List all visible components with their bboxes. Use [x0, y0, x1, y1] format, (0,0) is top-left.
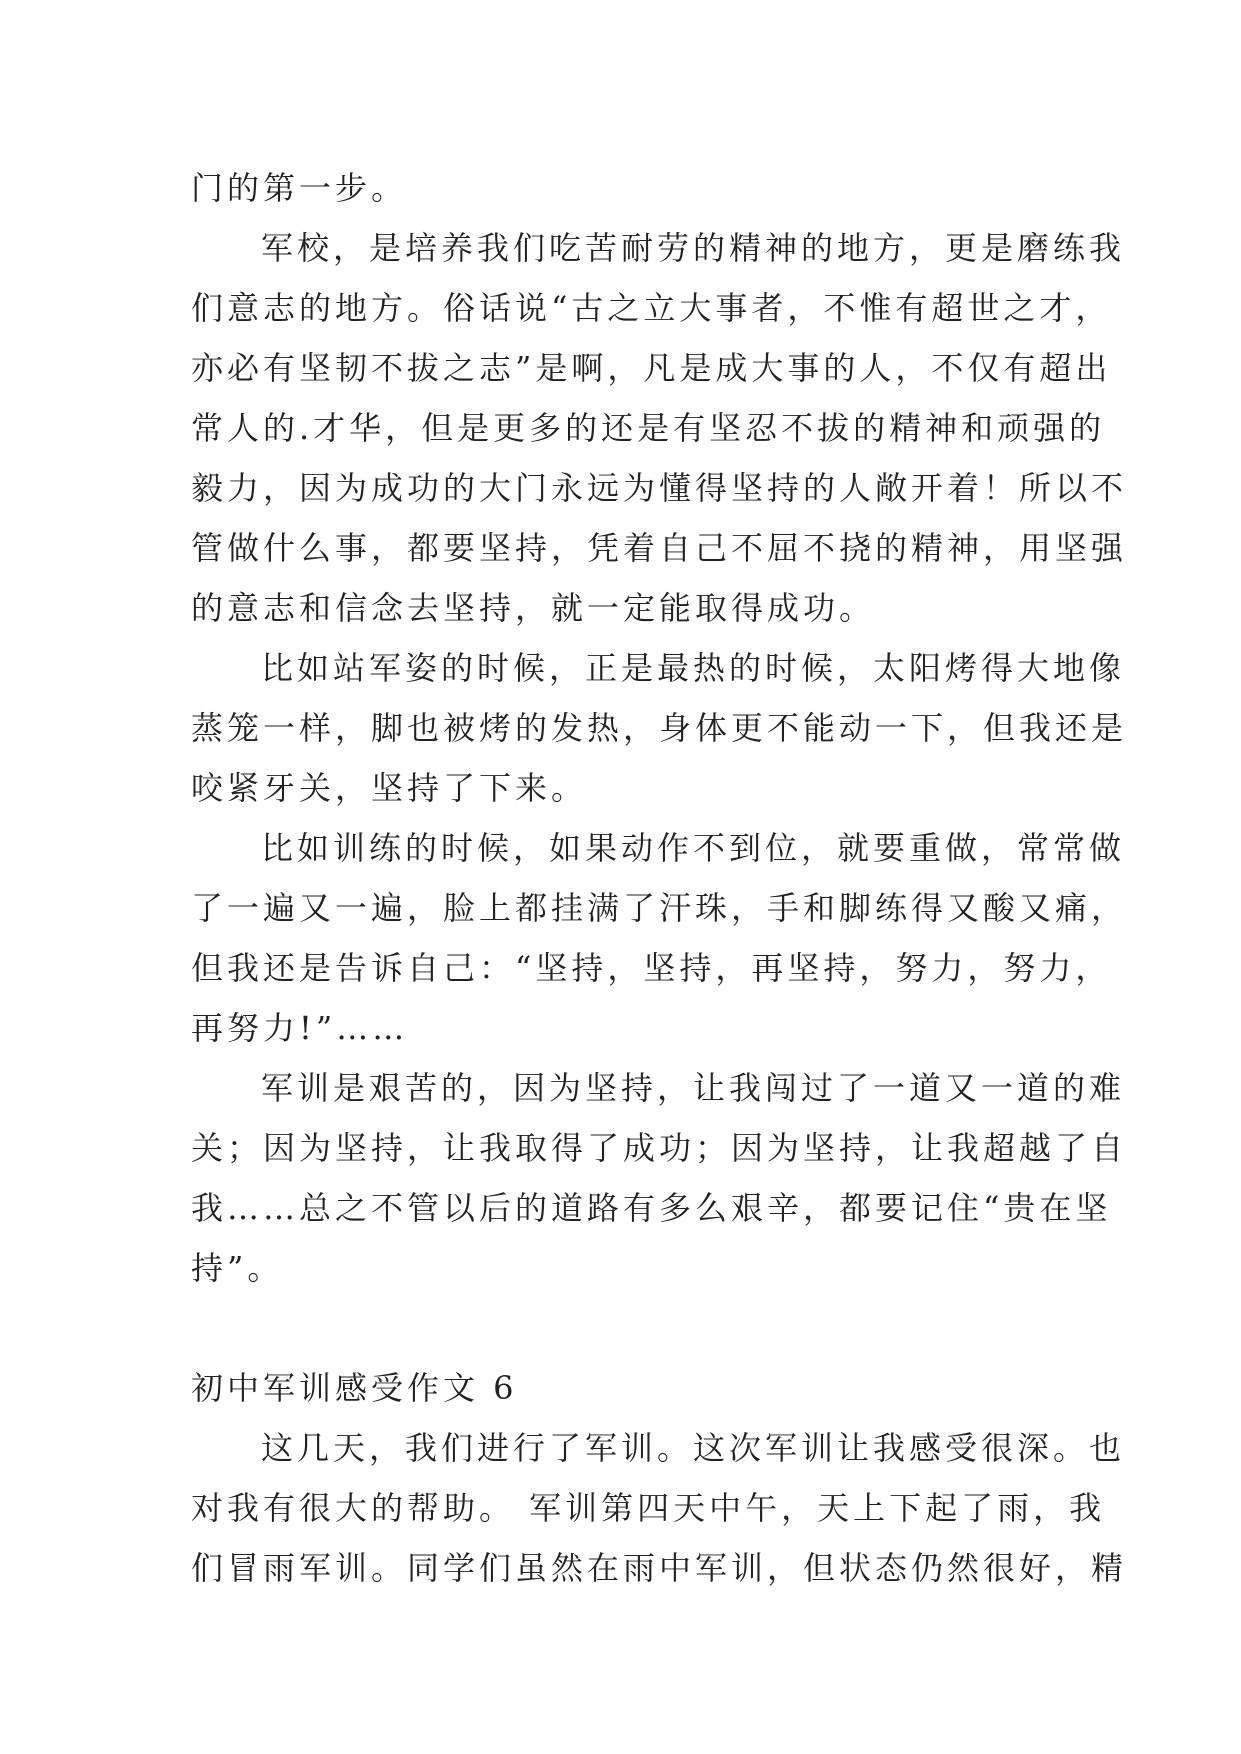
body-line: 门的第一步。 [191, 169, 408, 207]
body-line: 持”。 [191, 1249, 284, 1287]
body-line: 咬紧牙关，坚持了下来。 [191, 769, 588, 807]
paragraph-start-line: 军校，是培养我们吃苦耐劳的精神的地方，更是磨练我 [261, 229, 1126, 267]
body-line: 再努力!”…… [191, 1009, 409, 1047]
paragraph-start-line: 比如训练的时候，如果动作不到位，就要重做，常常做 [261, 829, 1126, 867]
body-line: 的意志和信念去坚持，就一定能取得成功。 [191, 589, 876, 627]
paragraph-start-line: 比如站军姿的时候，正是最热的时候，太阳烤得大地像 [261, 649, 1126, 687]
body-line: 们冒雨军训。同学们虽然在雨中军训，但状态仍然很好，精 [191, 1549, 1128, 1587]
body-line: 了一遍又一遍，脸上都挂满了汗珠，手和脚练得又酸又痛， [191, 889, 1128, 927]
section-spacer [191, 1298, 1071, 1358]
body-line: 们意志的地方。俗话说“古之立大事者，不惟有超世之才， [191, 289, 1112, 327]
paragraph-start-line: 这几天，我们进行了军训。这次军训让我感受很深。也 [261, 1429, 1126, 1467]
body-line: 管做什么事，都要坚持，凭着自己不屈不挠的精神，用坚强 [191, 529, 1128, 567]
body-line: 但我还是告诉自己：“坚持，坚持，再坚持，努力，努力， [191, 949, 1112, 987]
body-line: 关；因为坚持，让我取得了成功；因为坚持，让我超越了自 [191, 1129, 1128, 1167]
section-title: 初中军训感受作文 6 [191, 1369, 518, 1407]
paragraph-start-line: 军训是艰苦的，因为坚持，让我闯过了一道又一道的难 [261, 1069, 1126, 1107]
body-line: 对我有很大的帮助。 军训第四天中午，天上下起了雨，我 [191, 1489, 1106, 1527]
body-line: 常人的.才华，但是更多的还是有坚忍不拔的精神和顽强的 [191, 409, 1106, 447]
body-line: 蒸笼一样，脚也被烤的发热，身体更不能动一下，但我还是 [191, 709, 1128, 747]
document-body [191, 158, 1128, 1598]
body-line: 我……总之不管以后的道路有多么艰辛，都要记住“贵在坚 [191, 1189, 1112, 1227]
body-line: 亦必有坚韧不拔之志”是啊，凡是成大事的人，不仅有超出 [191, 349, 1112, 387]
body-line: 毅力，因为成功的大门永远为懂得坚持的人敞开着！所以不 [191, 469, 1128, 507]
